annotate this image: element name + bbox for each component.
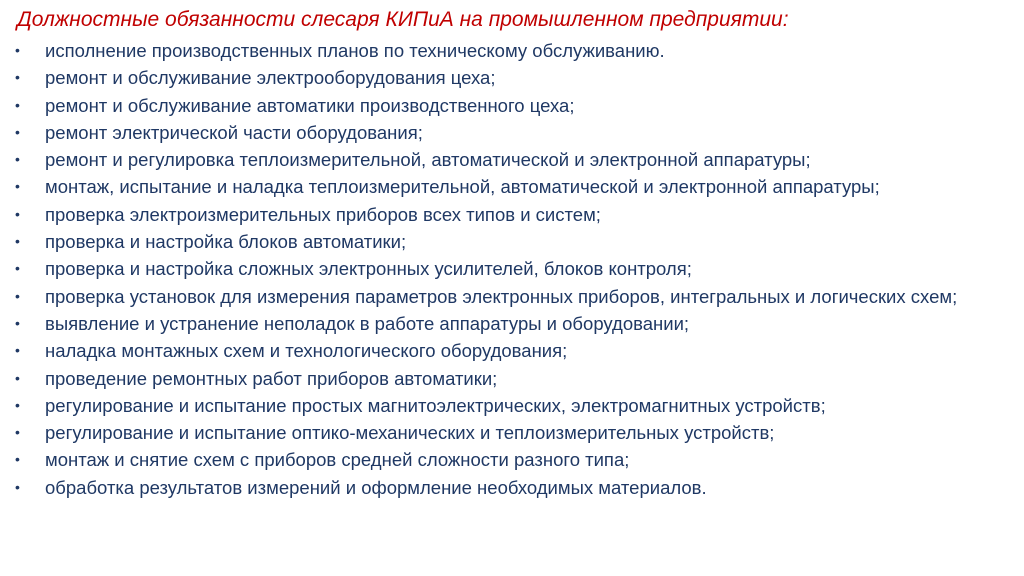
list-item-text: наладка монтажных схем и технологического оборудования; (45, 340, 568, 362)
list-item (14, 228, 1014, 255)
list-item (14, 173, 1014, 200)
list-item-text: регулирование и испытание простых магнитоэлектрических, электромагнитных устройств; (45, 394, 826, 416)
list-item (14, 337, 1014, 364)
list-item (14, 310, 1014, 337)
list-item-text: ремонт и обслуживание электрооборудования цеха; (45, 67, 496, 89)
list-item (14, 419, 1014, 446)
list-item (14, 37, 1014, 64)
bullet-icon: • (15, 287, 20, 304)
bullet-icon: • (15, 151, 20, 168)
list-item (14, 119, 1014, 146)
bullet-icon: • (15, 233, 20, 250)
bullet-icon: • (15, 314, 20, 331)
list-item-text: ремонт электрической части оборудования; (45, 121, 423, 143)
bullet-icon: • (15, 178, 20, 195)
list-item (14, 474, 1014, 501)
bullet-icon: • (15, 205, 20, 222)
bullet-icon: • (15, 96, 20, 113)
list-item (14, 365, 1014, 392)
list-item-text: проведение ремонтных работ приборов автоматики; (45, 367, 498, 389)
list-item-text: обработка результатов измерений и оформление необходимых материалов. (45, 476, 707, 498)
list-item (14, 64, 1014, 91)
bullet-icon: • (15, 369, 20, 386)
list-item-text: ремонт и обслуживание автоматики производственного цеха; (45, 94, 575, 116)
bullet-icon: • (15, 342, 20, 359)
list-item-text: проверка электроизмерительных приборов всех типов и систем; (45, 203, 601, 225)
bullet-icon: • (15, 69, 20, 86)
list-item (14, 283, 1014, 310)
list-item-text: монтаж, испытание и наладка теплоизмерительной, автоматической и электронной аппаратуры; (45, 176, 880, 198)
list-item-text: монтаж и снятие схем с приборов средней сложности разного типа; (45, 449, 630, 471)
list-item-text: регулирование и испытание оптико-механических и теплоизмерительных устройств; (45, 422, 775, 444)
list-item-text: проверка и настройка сложных электронных усилителей, блоков контроля; (45, 258, 692, 280)
list-item-text: ремонт и регулировка теплоизмерительной, автоматической и электронной аппаратуры; (45, 149, 811, 171)
list-item-text: выявление и устранение неполадок в работе аппаратуры и оборудовании; (45, 312, 690, 334)
slide-title: Должностные обязанности слесаря КИПиА на промышленном предприятии: (17, 8, 789, 31)
bullet-icon: • (15, 42, 20, 58)
bullet-icon: • (15, 451, 20, 468)
list-item (14, 201, 1014, 228)
list-item (14, 255, 1014, 282)
bullet-icon: • (15, 424, 20, 441)
duties-list (14, 37, 1014, 501)
list-item-text: проверка установок для измерения параметров электронных приборов, интегральных и логических схем; (45, 285, 958, 307)
bullet-icon: • (15, 396, 20, 413)
list-item-text: проверка и настройка блоков автоматики; (45, 231, 407, 253)
bullet-icon: • (15, 260, 20, 277)
bullet-icon: • (15, 123, 20, 140)
list-item-text: исполнение производственных планов по техническому обслуживанию. (45, 40, 665, 61)
list-item (14, 92, 1014, 119)
list-item (14, 446, 1014, 473)
list-item (14, 392, 1014, 419)
bullet-icon: • (15, 478, 20, 495)
list-item (14, 146, 1014, 173)
